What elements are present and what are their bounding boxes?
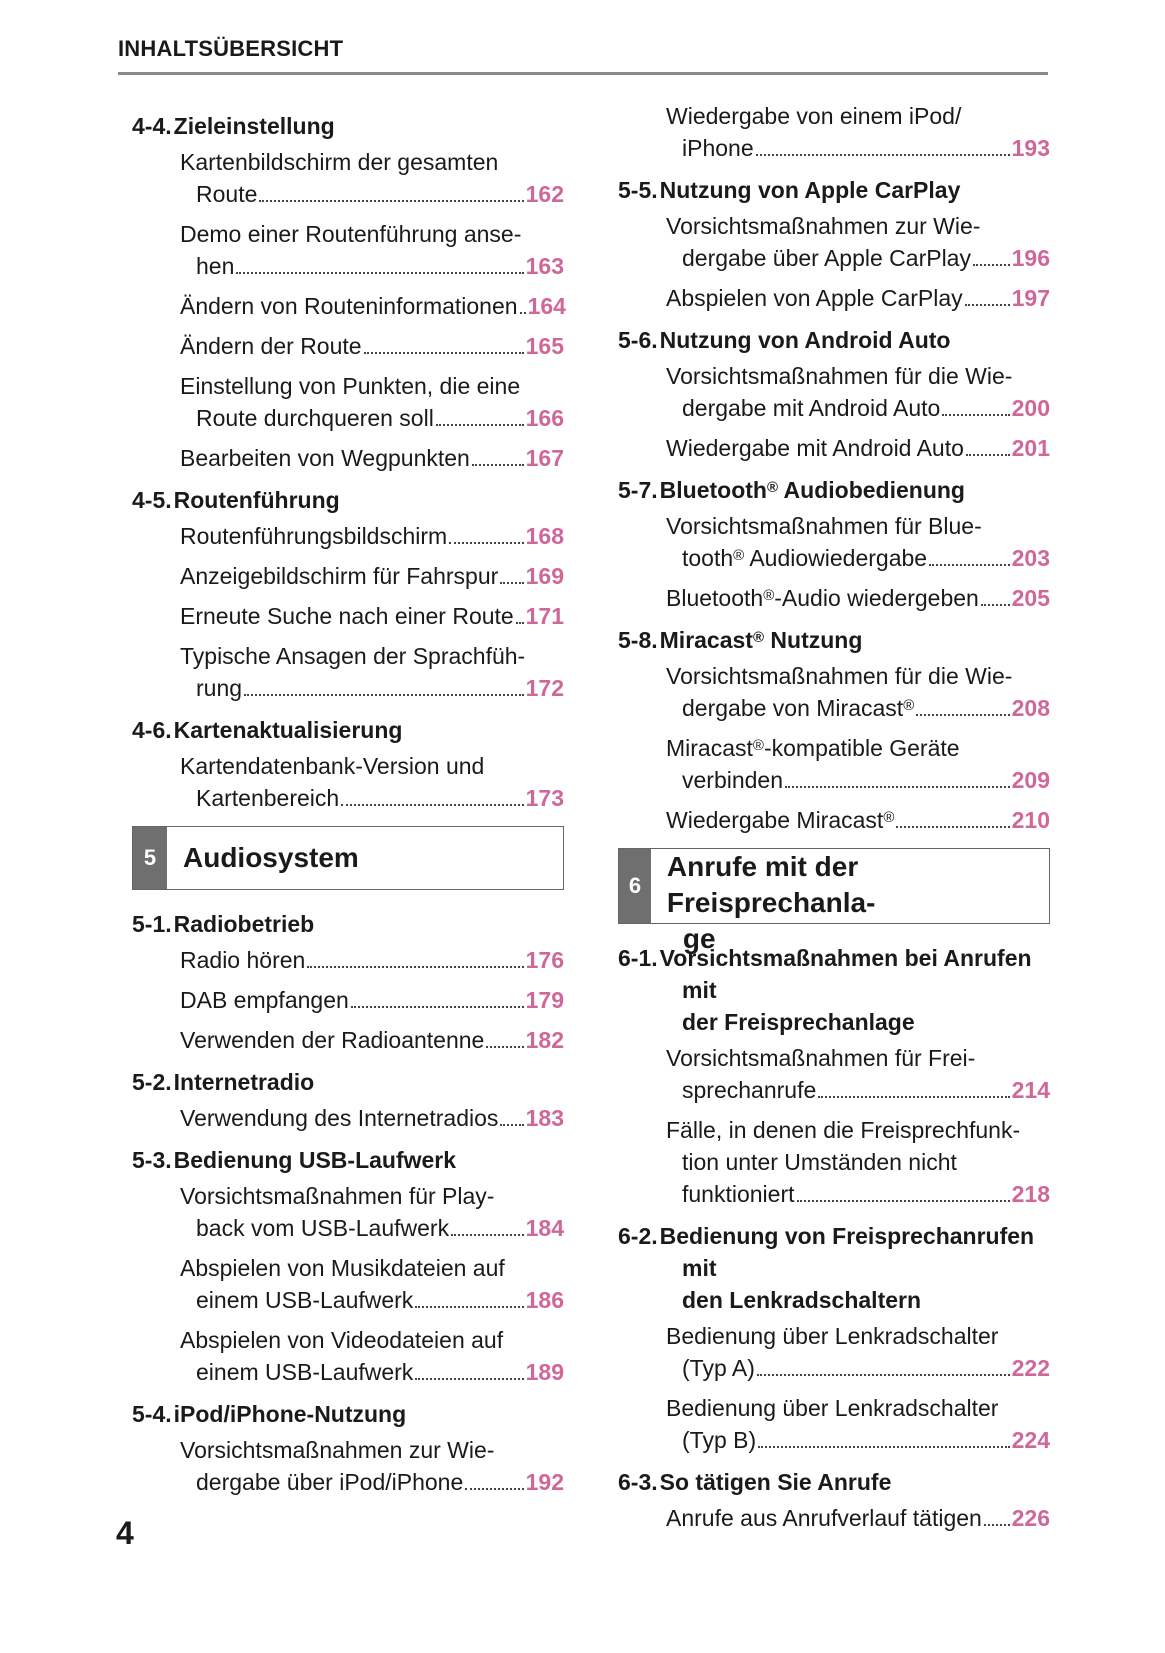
toc-entry[interactable]: Bedienung über Lenkradschalter (Typ A) 222 [666,1320,1050,1384]
toc-entry[interactable]: Vorsichtsmaßnahmen zur Wie- dergabe über iPod/iPhone 192 [180,1434,564,1498]
page-ref: 168 [525,523,564,549]
page-ref: 209 [1011,767,1050,793]
page-ref: 165 [525,333,564,359]
toc-entry[interactable]: Fälle, in denen die Freisprechfunk- tion unter Umständen nicht funktioniert 218 [666,1114,1050,1210]
page-ref: 171 [525,603,564,629]
chapter-number: 5 [133,827,167,889]
toc-entry[interactable]: Abspielen von Videodateien auf einem USB-Laufwerk 189 [180,1324,564,1388]
toc-entry[interactable]: Wiedergabe mit Android Auto 201 [666,432,1050,464]
toc-entry[interactable]: Ändern der Route 165 [180,330,564,362]
toc-entry[interactable]: Abspielen von Musikdateien auf einem USB-Laufwerk 186 [180,1252,564,1316]
page-ref: 197 [1011,285,1050,311]
toc-entry[interactable]: Verwendung des Internetradios 183 [180,1102,564,1134]
toc-entry[interactable]: Wiedergabe von einem iPod/ iPhone 193 [666,100,1050,164]
section-heading-4-6: 4-6.Kartenaktualisierung [132,717,403,743]
section-heading-6-1: 6-1.Vorsichtsmaßnahmen bei Anrufen mit der Freisprechanlage [618,945,1032,1035]
page-ref: 169 [525,563,564,589]
section-heading-4-5: 4-5.Routenführung [132,487,340,513]
section-heading-5-4: 5-4.iPod/iPhone-Nutzung [132,1401,407,1427]
page-ref: 226 [1011,1505,1050,1531]
page-ref: 179 [525,987,564,1013]
page-ref: 222 [1011,1355,1050,1381]
page-ref: 184 [525,1215,564,1241]
page-ref: 166 [525,405,564,431]
toc-entry[interactable]: Verwenden der Radioantenne 182 [180,1024,564,1056]
toc-entry[interactable]: Vorsichtsmaßnahmen für Frei- sprechanrufe 214 [666,1042,1050,1106]
page-header-title: INHALTSÜBERSICHT [118,36,344,61]
page-ref: 176 [525,947,564,973]
toc-entry[interactable]: Ändern von Routeninformationen 164 [180,290,564,322]
page-ref: 214 [1011,1077,1050,1103]
page-ref: 183 [525,1105,564,1131]
chapter-title: Audiosystem [183,842,359,873]
toc-entry[interactable]: Miracast®-kompatible Geräte verbinden 209 [666,732,1050,796]
toc-entry[interactable]: Vorsichtsmaßnahmen zur Wie- dergabe über Apple CarPlay 196 [666,210,1050,274]
toc-entry[interactable]: Wiedergabe Miracast® 210 [666,804,1050,836]
toc-entry[interactable]: Demo einer Routenführung anse- hen 163 [180,218,564,282]
page-ref: 192 [525,1469,564,1495]
toc-left-column [132,100,564,1506]
page-ref: 218 [1011,1181,1050,1207]
section-heading-6-2: 6-2.Bedienung von Freisprechanrufen mit den Lenkradschaltern [618,1223,1035,1313]
header-divider [118,72,1048,75]
toc-entry[interactable]: Kartendatenbank-Version und Kartenbereich 173 [180,750,564,814]
chapter-number: 6 [619,849,651,923]
page-ref: 189 [525,1359,564,1385]
page-ref: 205 [1011,585,1050,611]
page-ref: 186 [525,1287,564,1313]
section-heading-5-2: 5-2.Internetradio [132,1069,315,1095]
toc-entry[interactable]: Abspielen von Apple CarPlay 197 [666,282,1050,314]
section-heading-5-8: 5-8.Miracast® Nutzung [618,627,863,653]
page-ref: 167 [525,445,564,471]
page-ref: 210 [1011,807,1050,833]
toc-entry[interactable]: Vorsichtsmaßnahmen für die Wie- dergabe mit Android Auto 200 [666,360,1050,424]
section-heading-5-5: 5-5.Nutzung von Apple CarPlay [618,177,961,203]
toc-entry[interactable]: Kartenbildschirm der gesamten Route 162 [180,146,564,210]
toc-entry[interactable]: Vorsichtsmaßnahmen für Blue- tooth® Audiowiedergabe 203 [666,510,1050,574]
page-ref: 172 [525,675,564,701]
toc-entry[interactable]: Anzeigebildschirm für Fahrspur 169 [180,560,564,592]
section-heading-5-3: 5-3.Bedienung USB-Laufwerk [132,1147,457,1173]
section-heading-6-3: 6-3.So tätigen Sie Anrufe [618,1469,892,1495]
page-ref: 193 [1011,135,1050,161]
toc-entry[interactable]: Anrufe aus Anrufverlauf tätigen 226 [666,1502,1050,1534]
page-ref: 196 [1011,245,1050,271]
section-heading-4-4: 4-4.Zieleinstellung [132,113,335,139]
page-ref: 173 [525,785,564,811]
page-ref: 164 [527,293,566,319]
toc-entry[interactable]: Routenführungsbildschirm 168 [180,520,564,552]
page-ref: 208 [1011,695,1050,721]
page-ref: 224 [1011,1427,1050,1453]
toc-entry[interactable]: Bearbeiten von Wegpunkten 167 [180,442,564,474]
page-number: 4 [116,1515,134,1551]
toc-entry[interactable]: Vorsichtsmaßnahmen für Play- back vom USB-Laufwerk 184 [180,1180,564,1244]
section-heading-5-7: 5-7.Bluetooth® Audiobedienung [618,477,965,503]
page-ref: 201 [1011,435,1050,461]
toc-entry[interactable]: DAB empfangen 179 [180,984,564,1016]
page-ref: 182 [525,1027,564,1053]
chapter-6-box [618,848,1050,954]
toc-entry[interactable]: Radio hören 176 [180,944,564,976]
toc-entry[interactable]: Erneute Suche nach einer Route 171 [180,600,564,632]
section-heading-5-6: 5-6.Nutzung von Android Auto [618,327,951,353]
page-ref: 163 [525,253,564,279]
toc-entry[interactable]: Einstellung von Punkten, die eine Route durchqueren soll 166 [180,370,564,434]
page-ref: 203 [1011,545,1050,571]
page-ref: 200 [1011,395,1050,421]
toc-right-column [618,100,1050,1542]
section-heading-5-1: 5-1.Radiobetrieb [132,911,315,937]
chapter-title: Anrufe mit der Freisprechanla- ge [666,851,876,954]
toc-entry[interactable]: Bedienung über Lenkradschalter (Typ B) 224 [666,1392,1050,1456]
chapter-5-box [132,826,564,890]
page-ref: 162 [525,181,564,207]
toc-entry[interactable]: Typische Ansagen der Sprachfüh- rung 172 [180,640,564,704]
toc-entry[interactable]: Bluetooth®-Audio wiedergeben 205 [666,582,1050,614]
toc-entry[interactable]: Vorsichtsmaßnahmen für die Wie- dergabe von Miracast® 208 [666,660,1050,724]
